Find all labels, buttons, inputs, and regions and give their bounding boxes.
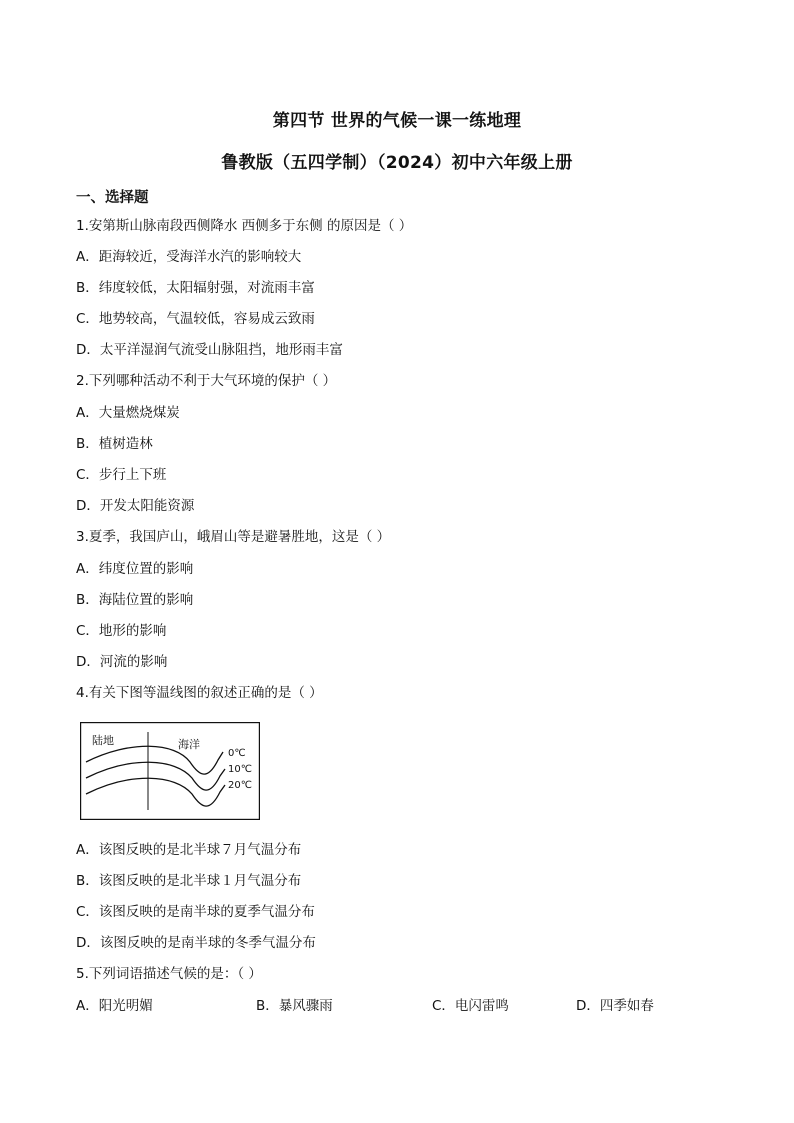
question-3-option-b: B．海陆位置的影响: [76, 592, 194, 608]
isotherm-label-20: 20℃: [228, 780, 252, 791]
land-label: 陆地: [92, 734, 114, 747]
question-1-stem: 1.安第斯山脉南段西侧降水 西侧多于东侧 的原因是（ ）: [76, 218, 413, 234]
question-2-option-c: C．步行上下班: [76, 467, 167, 483]
question-4-option-a: A．该图反映的是北半球７月气温分布: [76, 842, 302, 858]
question-1-option-b: B．纬度较低，太阳辐射强，对流雨丰富: [76, 280, 315, 296]
isotherm-10: [86, 762, 225, 790]
isotherm-20: [86, 778, 225, 806]
question-2-option-d: D．开发太阳能资源: [76, 498, 195, 514]
section-heading: 一、选择题: [76, 190, 149, 206]
question-5-option-a: A．阳光明媚: [76, 998, 153, 1014]
isotherm-label-10: 10℃: [228, 764, 252, 775]
question-5-stem: 5.下列词语描述气候的是：（ ）: [76, 966, 262, 982]
question-4-option-d: D．该图反映的是南半球的冬季气温分布: [76, 935, 316, 951]
question-5-options: [76, 997, 716, 1015]
question-4-option-b: B．该图反映的是北半球１月气温分布: [76, 873, 302, 889]
question-3-option-d: D．河流的影响: [76, 654, 168, 670]
page-subtitle: 鲁教版（五四学制）（2024）初中六年级上册: [221, 153, 573, 173]
question-4-stem: 4.有关下图等温线图的叙述正确的是（ ）: [76, 685, 323, 701]
question-2-option-b: B．植树造林: [76, 436, 153, 452]
question-2-stem: 2.下列哪种活动不利于大气环境的保护（ ）: [76, 373, 337, 389]
isotherm-diagram: [80, 722, 260, 820]
question-1-option-a: A．距海较近，受海洋水汽的影响较大: [76, 249, 302, 265]
isotherm-label-0: 0℃: [228, 748, 246, 759]
question-5-option-b: B．暴风骤雨: [256, 998, 333, 1014]
question-1-option-d: D．太平洋湿润气流受山脉阻挡，地形雨丰富: [76, 342, 343, 358]
question-1-option-c: C．地势较高，气温较低，容易成云致雨: [76, 311, 315, 327]
question-3-option-a: A．纬度位置的影响: [76, 561, 194, 577]
question-3-stem: 3.夏季，我国庐山，峨眉山等是避暑胜地，这是（ ）: [76, 529, 391, 545]
ocean-label: 海洋: [178, 738, 200, 751]
question-2-option-a: A．大量燃烧煤炭: [76, 405, 180, 421]
question-5-option-c: C．电闪雷鸣: [432, 998, 509, 1014]
question-3-option-c: C．地形的影响: [76, 623, 167, 639]
page-title: 第四节 世界的气候一课一练地理: [272, 111, 522, 131]
question-5-option-d: D．四季如春: [576, 998, 654, 1014]
isotherm-figure: [80, 722, 260, 820]
question-4-option-c: C．该图反映的是南半球的夏季气温分布: [76, 904, 315, 920]
